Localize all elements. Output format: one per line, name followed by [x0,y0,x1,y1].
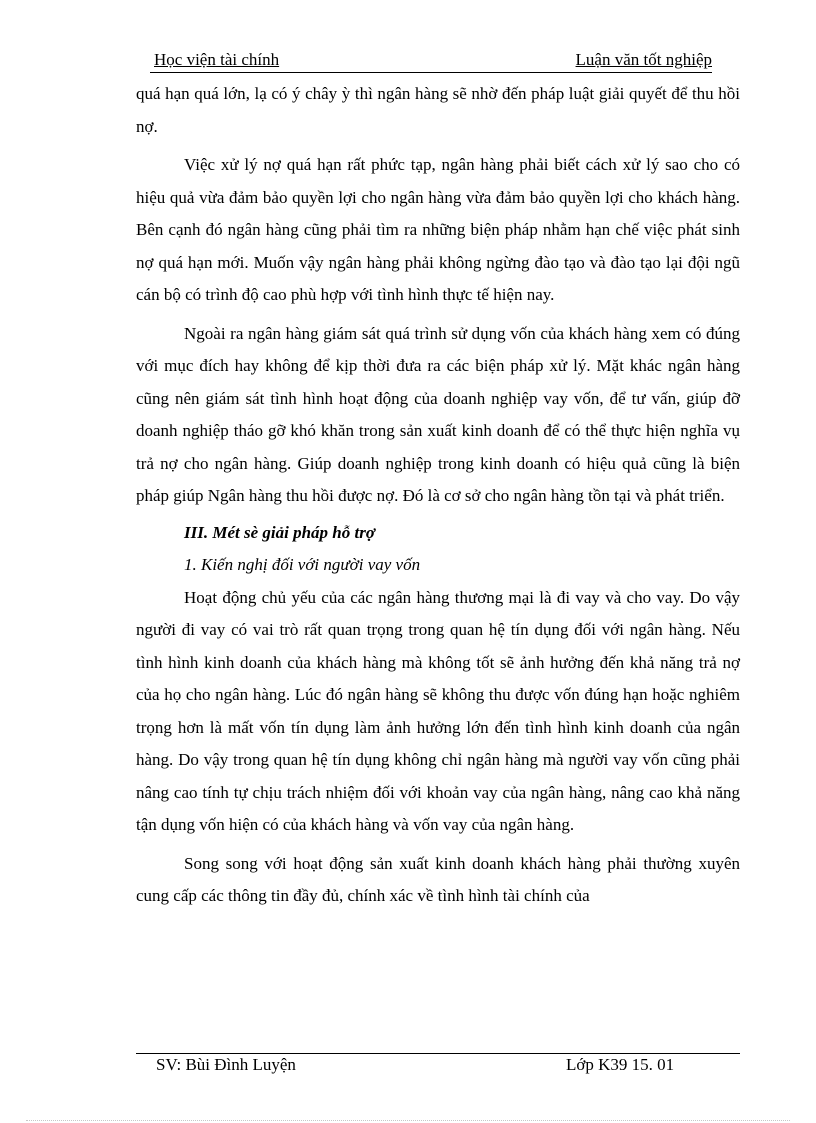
subsection-heading: 1. Kiến nghị đối với người vay vốn [184,555,421,574]
footer-class-code: Lớp K39 15. 01 [566,1055,675,1074]
paragraph-continued: quá hạn quá lớn, lạ có ý chây ỳ thì ngân hàng sẽ nhờ đến pháp luật giải quyết để thu hồi nợ. [136,84,740,136]
paragraph: Việc xử lý nợ quá hạn rất phức tạp, ngân hàng phải biết cách xử lý sao cho có hiệu quả vừa đảm bảo quyền lợi cho ngân hàng vừa đảm bảo quyền lợi cho khách hàng. Bên cạnh đó ngân hàng cũng phải tìm ra những biện pháp nhằm hạn chế việc phát sinh nợ quá hạn mới. Muốn vậy ngân hàng phải không ngừng đào tạo và đào tạo lại đội ngũ cán bộ có trình độ cao phù hợp với tình hình thực tế hiện nay. [136,155,740,304]
page-footer [136,1055,740,1079]
paragraph: Hoạt động chủ yếu của các ngân hàng thương mại là đi vay và cho vay. Do vậy người đi vay có vai trò rất quan trọng trong quan hệ tín dụng đối với ngân hàng. Nếu tình hình kinh doanh của khách hàng mà không tốt sẽ ảnh hưởng đến khả năng trả nợ của họ cho ngân hàng. Lúc đó ngân hàng sẽ không thu được vốn đúng hạn hoặc nghiêm trọng hơn là mất vốn tín dụng làm ảnh hưởng lớn đến tình hình kinh doanh của ngân hàng. Do vậy trong quan hệ tín dụng không chỉ ngân hàng mà người vay vốn cũng phải nâng cao tính tự chịu trách nhiệm đối với khoản vay của ngân hàng, nâng cao khả năng tận dụng vốn hiện có của khách hàng và vốn vay của ngân hàng. [136,587,740,834]
footer-student-name: SV: Bùi Đình Luyện [156,1055,296,1074]
page-body [136,78,740,913]
header-institution: Học viện tài chính [154,50,280,69]
header-document-type: Luận văn tốt nghiệp [575,50,712,69]
paragraph-truncated: Song song với hoạt động sản xuất kinh doanh khách hàng phải thường xuyên cung cấp các thông tin đầy đủ, chính xác về tình hình tài chính của [136,853,740,905]
footer-divider [136,1053,740,1054]
section-heading: III. Mét sè giải pháp hỗ trợ [184,522,375,542]
page-header [150,46,712,73]
page-boundary [26,1120,790,1121]
paragraph: Ngoài ra ngân hàng giám sát quá trình sử dụng vốn của khách hàng xem có đúng với mục đích hay không để kịp thời đưa ra các biện pháp xử lý. Mặt khác ngân hàng cũng nên giám sát tình hình hoạt động của doanh nghiệp vay vốn, để tư vấn, giúp đỡ doanh nghiệp tháo gỡ khó khăn trong sản xuất kinh doanh để có thể thực hiện nghĩa vụ trả nợ cho ngân hàng. Giúp doanh nghiệp trong kinh doanh có hiệu quả cũng là biện pháp giúp Ngân hàng thu hồi được nợ. Đó là cơ sở cho ngân hàng tồn tại và phát triển. [136,323,740,505]
